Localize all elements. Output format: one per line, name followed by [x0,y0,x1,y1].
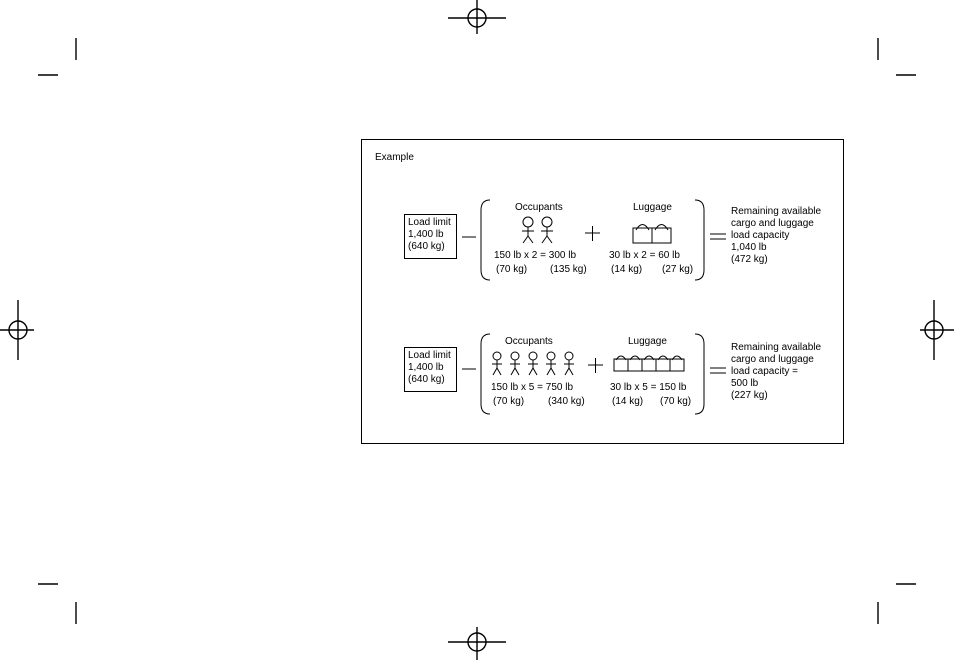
occupants-label: Occupants [515,202,563,213]
luggage-kg-total: (27 kg) [662,264,694,275]
result-line: Remaining available [731,342,822,353]
load-limit-line: Load limit [408,350,451,361]
luggage-calc: 30 lb x 5 = 150 lb [610,382,687,393]
load-limit-line: Load limit [408,217,451,228]
luggage-label: Luggage [633,202,672,213]
luggage-kg-each: (14 kg) [611,264,643,275]
load-limit-line: 1,400 lb [408,229,444,240]
result-line: load capacity = [731,366,798,377]
load-limit-line: (640 kg) [408,374,445,385]
result-line: (227 kg) [731,390,768,401]
result-line: 1,040 lb [731,242,767,253]
load-limit-line: 1,400 lb [408,362,444,373]
result-line: cargo and luggage [731,218,814,229]
load-limit-line: (640 kg) [408,241,445,252]
occupants-kg-each: (70 kg) [496,264,528,275]
result-line: cargo and luggage [731,354,814,365]
occupants-kg-total: (340 kg) [548,396,585,407]
occupants-calc: 150 lb x 5 = 750 lb [491,382,574,393]
example-label: Example [375,152,414,163]
occupants-kg-total: (135 kg) [550,264,587,275]
luggage-kg-each: (14 kg) [612,396,644,407]
luggage-label: Luggage [628,336,667,347]
person-icon [546,352,556,375]
person-icon [492,352,502,375]
occupants-calc: 150 lb x 2 = 300 lb [494,250,577,261]
person-icon [528,352,538,375]
result-text-2 [731,342,821,402]
plus-sign [588,358,603,373]
luggage-kg-total: (70 kg) [660,396,692,407]
result-line: Remaining available [731,206,822,217]
left-bracket [481,334,490,414]
person-icon [510,352,520,375]
result-line: 500 lb [731,378,759,389]
occupants-label: Occupants [505,336,553,347]
person-icon [564,352,574,375]
result-line: (472 kg) [731,254,768,265]
right-bracket [695,334,704,414]
result-line: load capacity [731,230,790,241]
occupants-kg-each: (70 kg) [493,396,525,407]
luggage-calc: 30 lb x 2 = 60 lb [609,250,680,261]
luggage-icon [614,356,684,371]
equals-sign [710,368,726,373]
